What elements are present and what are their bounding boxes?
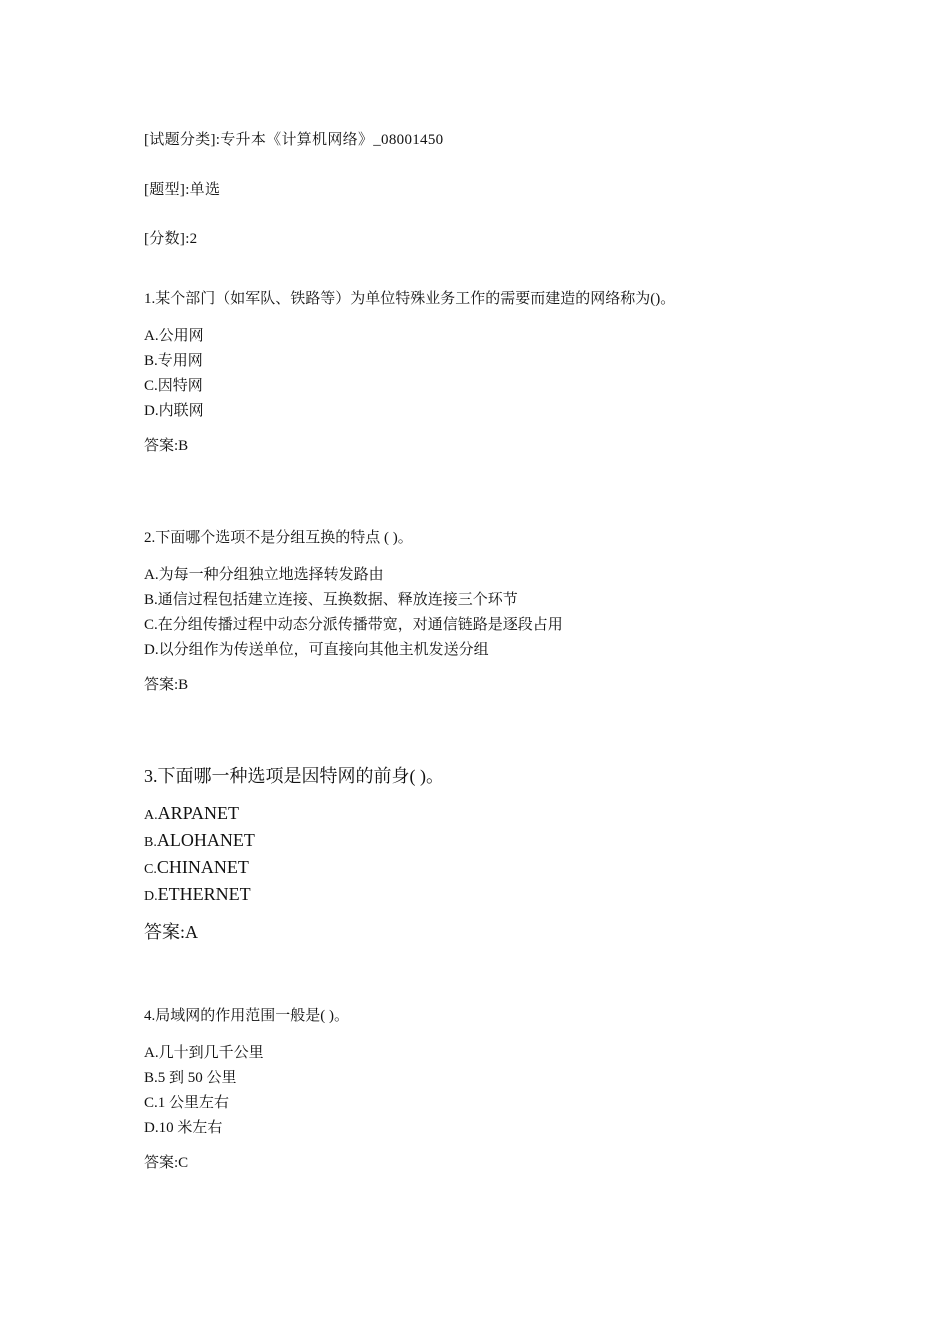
- category-line: [试题分类]:专升本《计算机网络》_08001450: [144, 132, 444, 148]
- option-a: A.为每一种分组独立地选择转发路由: [144, 567, 384, 583]
- answer-line: 答案:B: [144, 438, 189, 454]
- option-a: A.ARPANET: [144, 803, 239, 823]
- option-b: B.专用网: [144, 353, 203, 369]
- question-1: [144, 289, 844, 456]
- question-3: [144, 765, 844, 942]
- option-c: C.在分组传播过程中动态分派传播带宽，对通信链路是逐段占用: [144, 617, 563, 633]
- option-d: D.ETHERNET: [144, 884, 251, 904]
- option-c: C.CHINANET: [144, 857, 249, 877]
- option-b: B.ALOHANET: [144, 830, 255, 850]
- options-list: [144, 324, 844, 424]
- score-line: [分数]:2: [144, 231, 198, 247]
- question-stem: 4.局域网的作用范围一般是( )。: [144, 1008, 349, 1024]
- option-a: A.公用网: [144, 328, 204, 344]
- options-list: [144, 563, 844, 663]
- option-a: A.几十到几千公里: [144, 1045, 264, 1061]
- question-type-line: [题型]:单选: [144, 182, 221, 198]
- question-stem: 1.某个部门（如军队、铁路等）为单位特殊业务工作的需要而建造的网络称为()。: [144, 291, 676, 307]
- options-list: [144, 801, 844, 909]
- option-b: B.5 到 50 公里: [144, 1070, 237, 1086]
- question-stem: 2.下面哪个选项不是分组互换的特点 ( )。: [144, 530, 413, 546]
- option-d: D.内联网: [144, 403, 204, 419]
- option-c: C.1 公里左右: [144, 1095, 230, 1111]
- answer-line: 答案:C: [144, 1155, 189, 1171]
- option-d: D.以分组作为传送单位，可直接向其他主机发送分组: [144, 642, 489, 658]
- option-b: B.通信过程包括建立连接、互换数据、释放连接三个环节: [144, 592, 518, 608]
- answer-line: 答案:B: [144, 677, 189, 693]
- question-4: [144, 1006, 844, 1173]
- option-c: C.因特网: [144, 378, 203, 394]
- question-stem: 3.下面哪一种选项是因特网的前身( )。: [144, 766, 444, 786]
- option-d: D.10 米左右: [144, 1120, 223, 1136]
- answer-line: 答案:A: [144, 922, 198, 942]
- options-list: [144, 1041, 844, 1141]
- question-2: [144, 528, 844, 695]
